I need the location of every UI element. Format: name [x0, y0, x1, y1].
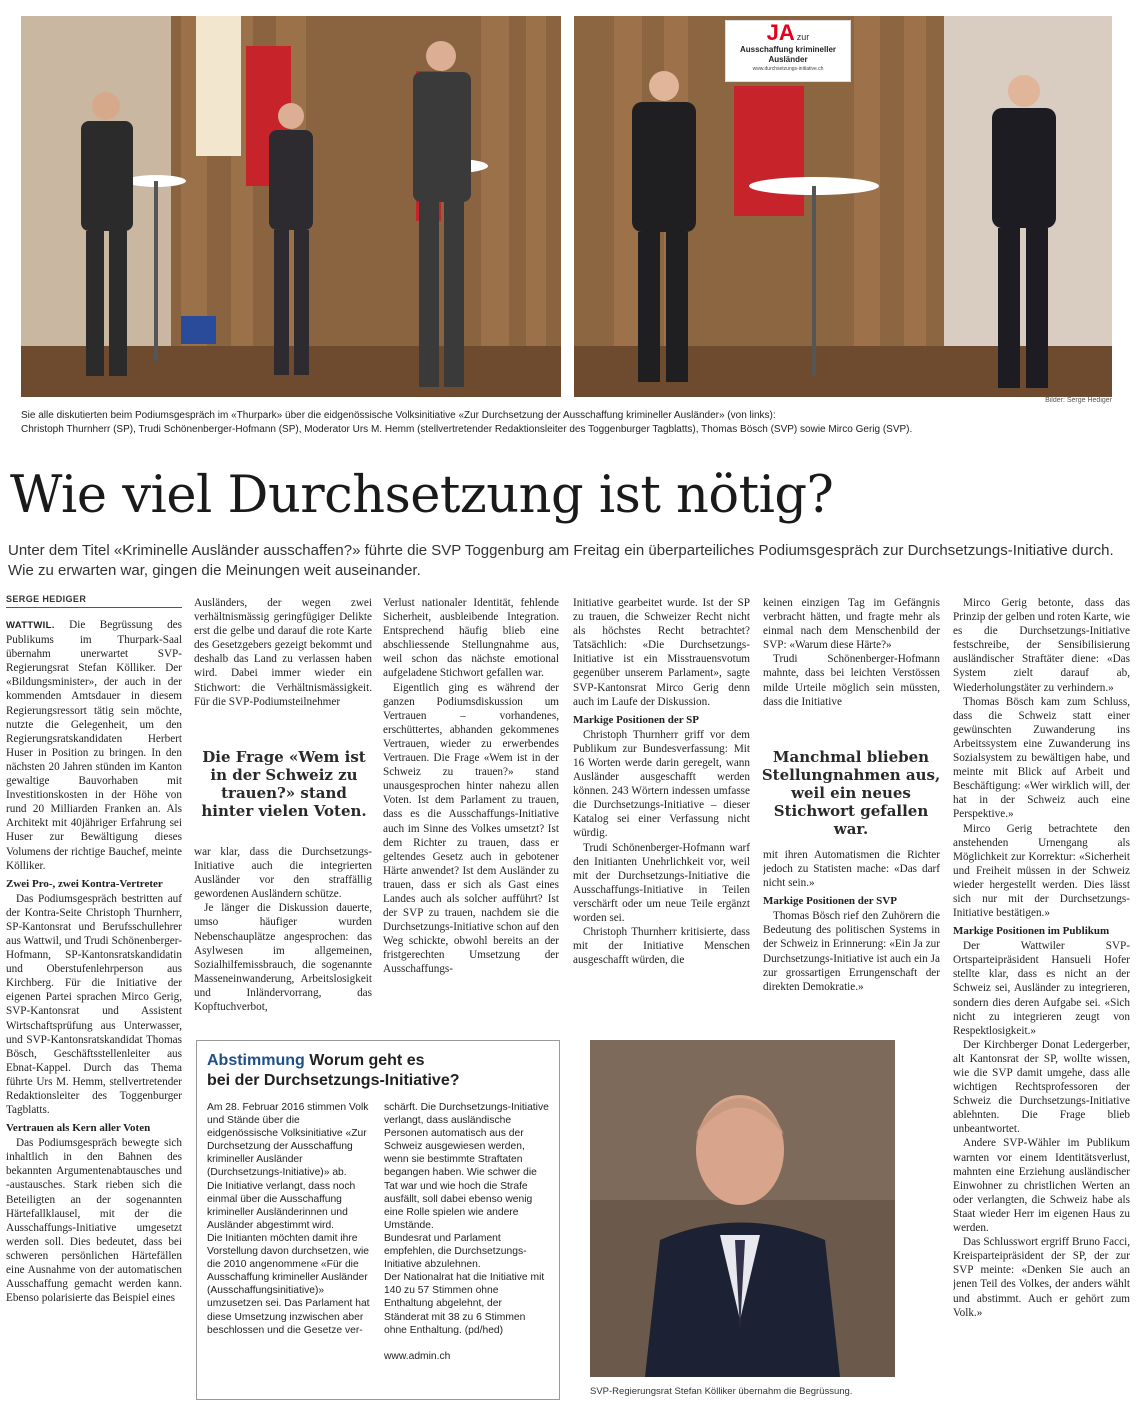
paragraph: Das Podiumsgespräch bestritten auf der Kontra-Seite Christoph Thurnherr, SP-Kantonsrat und Berufsschullehrer aus Wattwil, und Trudi Schönenberger-Hofmann, SP-Kantonsratskandidatin und Oberstufenlehrperson aus Kirchberg. Für die Initiative der eigenen Partei sprachen Mirco Gerig, SVP-Kantonsrat und Assistent Wirtschaftsprüfung aus Unterwasser, und SVP-Kantonsratskandidat Thomas Bösch, Geschäftsstellenleiter aus Ebnat-Kappel. Durch das Thema führte Urs M. Hemm, stellvertretender Redaktionsleiter des Toggenburger Tagblatts. — [6, 892, 182, 1117]
info-box-paragraph: Am 28. Februar 2016 stimmen Volk und Stände über die eidgenössische Volksinitiative «Zur Durchsetzung der Ausschaffung krimineller Ausländer (Durchsetzungs-Initiative)» ab. — [207, 1102, 369, 1179]
paragraph: Christoph Thurnherr griff vor dem Publikum zur Bundesverfassung: Mit 16 Worten werde darin geregelt, wann Ausländer ausgeschafft werden können. 243 Wörtern indessen umfasse die Durchsetzungs-Initiative – dieser Katalog sei einer Verfassung nicht würdig. — [573, 728, 750, 840]
subheading: Markige Positionen im Publikum — [953, 925, 1110, 938]
subheading: Vertrauen als Kern aller Voten — [6, 1122, 151, 1135]
paragraph: Christoph Thurnherr kritisierte, dass mit der Initiative Menschen ausgeschafft würden, die — [573, 926, 750, 967]
paragraph: Initiative gearbeitet wurde. Ist der SP zu trauen, die Schweizer Recht nicht als höchstes Recht betrachtet? Tatsächlich: «Die Durchsetzungs-Initiative ist ein Misstrauensvotum gegenüber unserem Parlament», sagte SVP-Kantonsrat Mirco Gerig denn auch im Laufe der Diskussion. — [573, 597, 750, 708]
subheading: Markige Positionen der SP — [573, 713, 699, 726]
paragraph: Der Wattwiler SVP-Ortsparteipräsident Hansueli Hofer stellte klar, dass es nicht an der Schweiz sei, Ausländer zu integrieren, sondern dies deren Aufgabe sei. «Sich nicht zu integrieren zeugt von Respektlosigkeit.» — [953, 940, 1130, 1037]
info-box-paragraph: Die Initiative verlangt, dass noch einmal über die Ausschaffung krimineller Ausländerinnen und Ausländer abgestimmt wird. — [207, 1180, 356, 1231]
paragraph: mit ihren Automatismen die Richter jedoch zu Statisten mache: «Das darf nicht sein.» — [763, 849, 940, 890]
info-box-title — [207, 1051, 549, 1091]
pull-quote: Manchmal blieben Stellungnahmen aus, weil ein neues Stichwort gefallen war. — [761, 748, 941, 838]
paragraph: Trudi Schönenberger-Hofmann warf den Initianten Unehrlichkeit vor, weil mit der Durchsetzungs-Initiative die Ausschaffungs-Initiative in Teilen verschärft oder um neue Teile ergänzt worden sei. — [573, 841, 750, 924]
info-box-column-right — [384, 1101, 549, 1363]
subheading: Zwei Pro-, zwei Kontra-Vertreter — [6, 877, 163, 890]
article-column-4 — [573, 596, 750, 1021]
photo-caption — [21, 409, 1116, 437]
article-column-2-top — [194, 596, 372, 720]
article-column-6 — [953, 596, 1130, 1408]
banner-line1: Ausschaffung krimineller — [739, 45, 837, 54]
info-box-paragraph: Die Initianten möchten damit ihre Vorstellung davon durchsetzen, wie die 2010 angenommene «Für die Ausschaffung krimineller Ausländer (Ausschaffungsinitiative)» umzusetzen sei. Das Parlament hat diese Umsetzung inzwischen aber beschlossen und die Gesetze ver- — [207, 1232, 370, 1336]
photo-podium-left — [21, 16, 561, 397]
byline-rule — [6, 607, 182, 608]
author-byline: SERGE HEDIGER — [6, 594, 87, 604]
article-column-5-bottom — [763, 848, 940, 1023]
info-box-paragraph: schärft. Die Durchsetzungs-Initiative verlangt, dass ausländische Personen automatisch aus der Schweiz ausgewiesen werden, wenn sie bestimmte Straftaten begangen haben. Wie schwer die Tat war und wie hoch die Strafe ausfällt, soll dabei ebenso wenig eine Rolle spielen wie andere Umstände. — [384, 1102, 549, 1231]
info-box-paragraph: Der Nationalrat hat die Initiative mit 140 zu 57 Stimmen ohne Enthaltung abgelehnt, der Ständerat mit 38 zu 6 Stimmen ohne Enthaltung. (pd/hed) — [384, 1272, 545, 1336]
article-column-2-bottom — [194, 845, 372, 1020]
paragraph: Das Podiumsgespräch bewegte sich inhaltlich in den Bahnen des bekannten Argumentenabtausches und -austausches. Stark rieben sich die Beteiligten an der sogenannten Härtefallklausel, mit der die Ausschaffungs-Initiative umgesetzt werden soll. Dies bedeutet, dass bei schweren persönlichen Härtefällen eine Ausnahme von der automatischen Ausschaffung gemacht werden kann. Ebenso polarisierte das Beispiel eines — [6, 1137, 182, 1305]
paragraph — [6, 618, 182, 873]
article-column-1 — [6, 618, 182, 1408]
paragraph: Der Kirchberger Donat Ledergerber, alt Kantonsrat der SP, wollte wissen, wie die SVP damit umgehe, dass alle wichtigen Rechtsprofessoren der Schweiz die Durchsetzungs-Initiative ablehnten. Die Frage blieb unbeantwortet. — [953, 1038, 1130, 1136]
photo-koelliker — [590, 1040, 895, 1377]
paragraph: war klar, dass die Durchsetzungs-Initiative auch die integrierten Ausländer vor den straffällig gewordenen Ausländern schütze. — [194, 846, 372, 901]
paragraph: Das Schlusswort ergriff Bruno Facci, Kreisparteipräsident der SP, der zur SVP meinte: «Denken Sie auch an jenen Teil des Volkes, der anders wählt und abstimmt. Auch er gehört zum Volk.» — [953, 1236, 1130, 1319]
paragraph-text: Die Begrüssung des Publikums im Thurpark-Saal übernahm unerwartet SVP-Regierungsrat Stefan Kölliker. Der «Bildungsminister», der auch in der kommenden Amtsdauer in diesem Regierungsressort tätig sein möchte, nutzte die Gelegenheit, um den Regierungsratskandidaten Herbert Huser in Position zu bringen. In den nächsten 20 Jahren stünden im Kanton gewaltige Bauvorhaben mit Investitionskosten in der Höhe von rund 20 Milliarden Franken an. Als Architekt mit 40jähriger Erfahrung sei Huser zur Bewältigung dieses Volumens der richtige Bauchef, meinte Kölliker. — [6, 619, 182, 872]
info-box-link[interactable]: www.admin.ch — [384, 1350, 451, 1362]
dateline: WATTWIL. — [6, 620, 55, 631]
info-box-title-line1: Worum geht es — [304, 1052, 425, 1069]
banner-url: www.durchsetzungs-initiative.ch — [752, 66, 824, 72]
paragraph: Verlust nationaler Identität, fehlende Sicherheit, ausbleibende Integration. Entsprechend häufig blieb eine abschliessende Stellungnahme aus, weil schon das nächste emotional aufgeladene Stichwort gefallen war. — [383, 597, 559, 680]
photo-credit: Bilder: Serge Hediger — [1045, 397, 1112, 404]
banner-ja: JA — [766, 20, 795, 45]
info-box — [196, 1040, 560, 1400]
banner-line2: Ausländer — [768, 55, 808, 64]
info-box-paragraph: Bundesrat und Parlament empfehlen, die Durchsetzungs-Initiative abzulehnen. — [384, 1232, 527, 1271]
headline: Wie viel Durchsetzung ist nötig? — [10, 466, 834, 525]
photo-caption-line: Sie alle diskutierten beim Podiumsgespräch im «Thurpark» über die eidgenössische Volksinitiative «Zur Durchsetzung der Ausschaffung krimineller Ausländer» (von links): — [21, 410, 776, 421]
paragraph: Thomas Bösch kam zum Schluss, dass die Schweiz statt einer gewünschten Zuwanderung ins Arbeitssystem eine Zuwanderung ins Sozialsystem zu bewältigen habe, und meinte mit Blick auf Arbeit und Beschäftigung: «Wer wirklich will, der hat in der Schweiz auch eine Perspektive.» — [953, 695, 1130, 821]
info-box-title-line2: bei der Durchsetzungs-Initiative? — [207, 1072, 460, 1089]
paragraph: Trudi Schönenberger-Hofmann mahnte, dass bei leichten Verstössen milde Urteile möglich sein müssten, dass die Initiative — [763, 653, 940, 708]
paragraph: Eigentlich ging es während der ganzen Podiumsdiskussion um Vertrauen – vorhandenes, erschüttertes, abhanden gekommenes Vertrauen, wieder zu erwerbendes Vertrauen. Die Frage «Wem ist in der Schweiz zu trauen?» stand unausgesprochen hinter nahezu allen Voten. Ist dem Parlament zu trauen, dass es die Ausschaffungs-Initiative auch im Sinne des Volkes umsetzt? Ist dem Richter zu trauen, dass er geltendes Gesetz auch in gebotener Härte anwendet? Ist dem Ausländer zu trauen, dass er sich als Gast eines Landes auch als solcher aufführt? Ist der SVP zu trauen, nachdem sie die Durchsetzungs-Initiative schon auf den Weg schickte, obwohl bereits an der fristgerechten Umsetzung der Ausschaffungs- — [383, 681, 559, 976]
info-box-column-left — [207, 1101, 372, 1363]
subheading: Markige Positionen der SVP — [763, 895, 897, 908]
photo-caption-line: Christoph Thurnherr (SP), Trudi Schönenberger-Hofmann (SP), Moderator Urs M. Hemm (stellvertretender Redaktionsleiter des Toggenburger Tagblatts), Thomas Bösch (SVP) sowie Mirco Gerig (SVP). — [21, 424, 913, 435]
paragraph: Je länger die Diskussion dauerte, umso häufiger wurden Nebenschauplätze angesprochen: das Asylwesen im allgemeinen, Sozialhilfemissbrauch, die sogenannte Masseneinwanderung, Arbeitslosigkeit und Inländervorrang, das Kopftuchverbot, — [194, 902, 372, 1014]
banner-zur: zur — [796, 32, 810, 42]
lead-text: Unter dem Titel «Kriminelle Ausländer ausschaffen?» führte die SVP Toggenburg am Freitag ein überparteiliches Podiumsgespräch zur Durchsetzungs-Initiative durch. Wie zu erwarten war, gingen die Meinungen weit auseinander. — [8, 542, 1114, 579]
paragraph: Ausländers, der wegen zwei verhältnismässig geringfügiger Delikte erst die gelbe und darauf die rote Karte des Gesetzgebers gezeigt bekommt und deshalb das Land zu verlassen haben wird. Dabei immer wieder ein Stichwort: die Verhältnismässigkeit. Für die SVP-Podiumsteilnehmer — [194, 597, 372, 708]
paragraph: Mirco Gerig betonte, dass das Prinzip der gelben und roten Karte, wie es die Durchsetzungs-Initiative festschreibe, der Sensibilisierung ausländischer Straftäter diene: «Das System zielt darauf ab, Wiederholungstäter zu verhindern.» — [953, 597, 1130, 694]
photo3-caption: SVP-Regierungsrat Stefan Kölliker übernahm die Begrüssung. — [590, 1386, 853, 1397]
paragraph: keinen einzigen Tag im Gefängnis verbracht hätten, und fragte mehr als einmal nach dem Menschenbild der SVP: «Warum diese Härte?» — [763, 597, 940, 652]
paragraph: Andere SVP-Wähler im Publikum warnten vor einem Identitätsverlust, mahnten eine Erziehung ausländischer Einwohner zu christlichen Werten an oder verlangten, die Schweiz habe als Staat wieder Herr im eigenen Haus zu werden. — [953, 1137, 1130, 1235]
info-box-kicker: Abstimmung — [207, 1052, 305, 1069]
info-box-columns — [207, 1101, 549, 1363]
article-column-3 — [383, 596, 559, 1021]
article-column-5-top — [763, 596, 940, 720]
paragraph: Thomas Bösch rief den Zuhörern die Bedeutung des politischen Systems in der Schweiz in Erinnerung: «Ein Ja zur Durchsetzungs-Initiative ist auch ein Ja zur grossartigen Errungenschaft der direkten Demokratie.» — [763, 910, 940, 993]
pull-quote: Die Frage «Wem ist in der Schweiz zu trauen?» stand hinter vielen Voten. — [201, 748, 367, 820]
initiative-banner — [725, 20, 851, 82]
paragraph: Mirco Gerig betrachtete den anstehenden Urnengang als Möglichkeit zur Korrektur: «Sicherheit und Freiheit müssen in der Schweiz wieder hergestellt werden. Dies lässt sich nur mit der Durchsetzungs-Initiative bestätigen.» — [953, 822, 1130, 920]
